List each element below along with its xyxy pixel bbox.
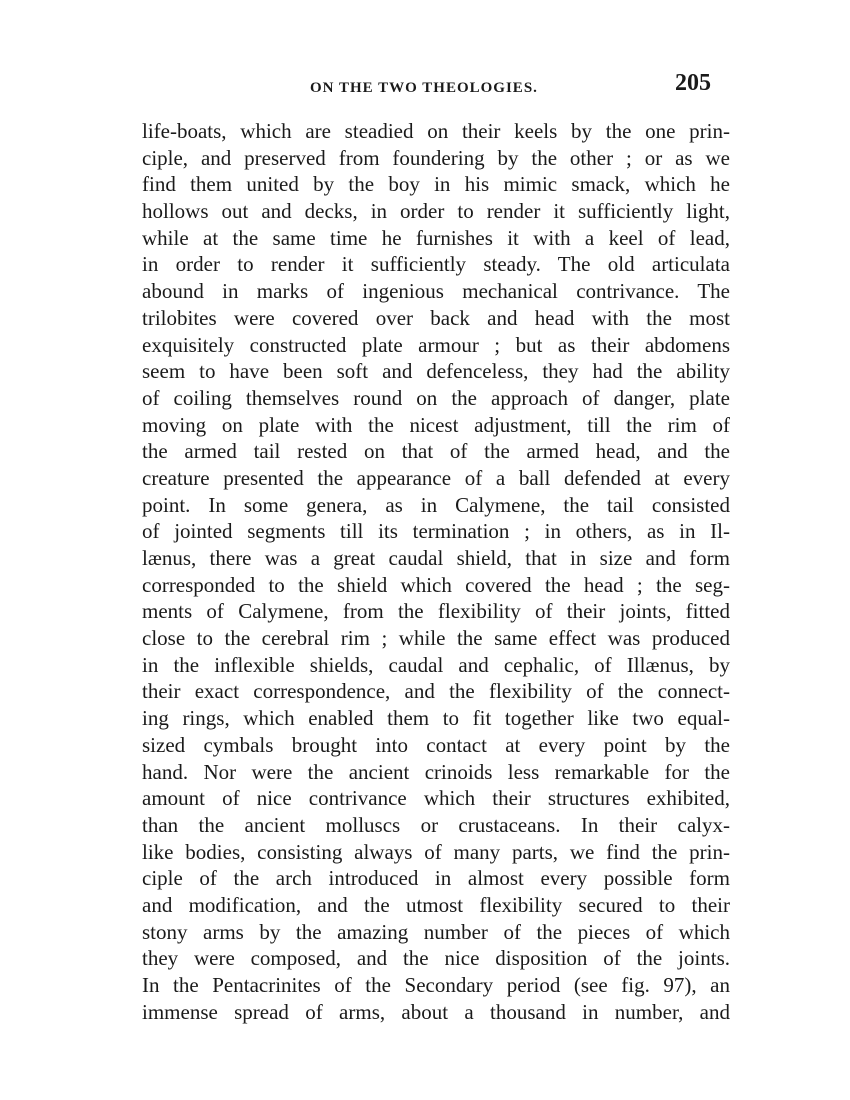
text-line: their exact correspondence, and the flexibility of the connect- [142,679,730,704]
text-line: sized cymbals brought into contact at every point by the [142,732,730,757]
text-line: ing rings, which enabled them to fit together like two equal- [142,706,730,731]
text-line: In the Pentacrinites of the Secondary period (see fig. 97), an [142,973,730,997]
text-line: trilobites were covered over back and head with the most [142,305,730,330]
text-line: while at the same time he furnishes it with a keel of lead, [142,225,730,250]
text-line: corresponded to the shield which covered the head ; the seg- [142,572,730,597]
text-line: moving on plate with the nicest adjustment, till the rim of [142,412,730,437]
text-line: ciple, and preserved from foundering by the other ; or as we [142,145,730,170]
text-line: than the ancient molluscs or crustaceans. In their calyx- [142,812,730,837]
text-line: immense spread of arms, about a thousand in number, and [142,999,730,1024]
text-line: find them united by the boy in his mimic smack, which he [142,172,730,197]
page-number: 205 [675,70,711,96]
text-line: and modification, and the utmost flexibility secured to their [142,892,730,917]
text-line: seem to have been soft and defenceless, they had the ability [142,359,730,384]
text-line: amount of nice contrivance which their structures exhibited, [142,786,730,811]
body-text [142,118,730,1025]
text-line: creature presented the appearance of a ball defended at every [142,465,730,490]
text-line: of coiling themselves round on the approach of danger, plate [142,385,730,410]
text-line: ciple of the arch introduced in almost every possible form [142,866,730,891]
text-line: close to the cerebral rim ; while the same effect was produced [142,626,730,651]
text-line: they were composed, and the nice disposition of the joints. [142,946,730,971]
text-line: abound in marks of ingenious mechanical contrivance. The [142,279,730,304]
text-line: in order to render it sufficiently steady. The old articulata [142,252,730,277]
text-line: stony arms by the amazing number of the pieces of which [142,919,730,944]
text-line: of jointed segments till its termination ; in others, as in Il- [142,519,730,544]
text-line: lænus, there was a great caudal shield, that in size and form [142,546,730,570]
text-line: like bodies, consisting always of many parts, we find the prin- [142,839,730,864]
text-line: point. In some genera, as in Calymene, the tail consisted [142,492,730,517]
text-line: in the inflexible shields, caudal and cephalic, of Illænus, by [142,652,730,677]
text-line: the armed tail rested on that of the armed head, and the [142,439,730,464]
text-line: ments of Calymene, from the flexibility of their joints, fitted [142,599,730,624]
text-line: life-boats, which are steadied on their keels by the one prin- [142,119,730,143]
running-head: ON THE TWO THEOLOGIES. [310,80,538,96]
text-line: exquisitely constructed plate armour ; but as their abdomens [142,332,730,357]
text-line: hand. Nor were the ancient crinoids less remarkable for the [142,759,730,784]
text-line: hollows out and decks, in order to render it sufficiently light, [142,199,730,224]
